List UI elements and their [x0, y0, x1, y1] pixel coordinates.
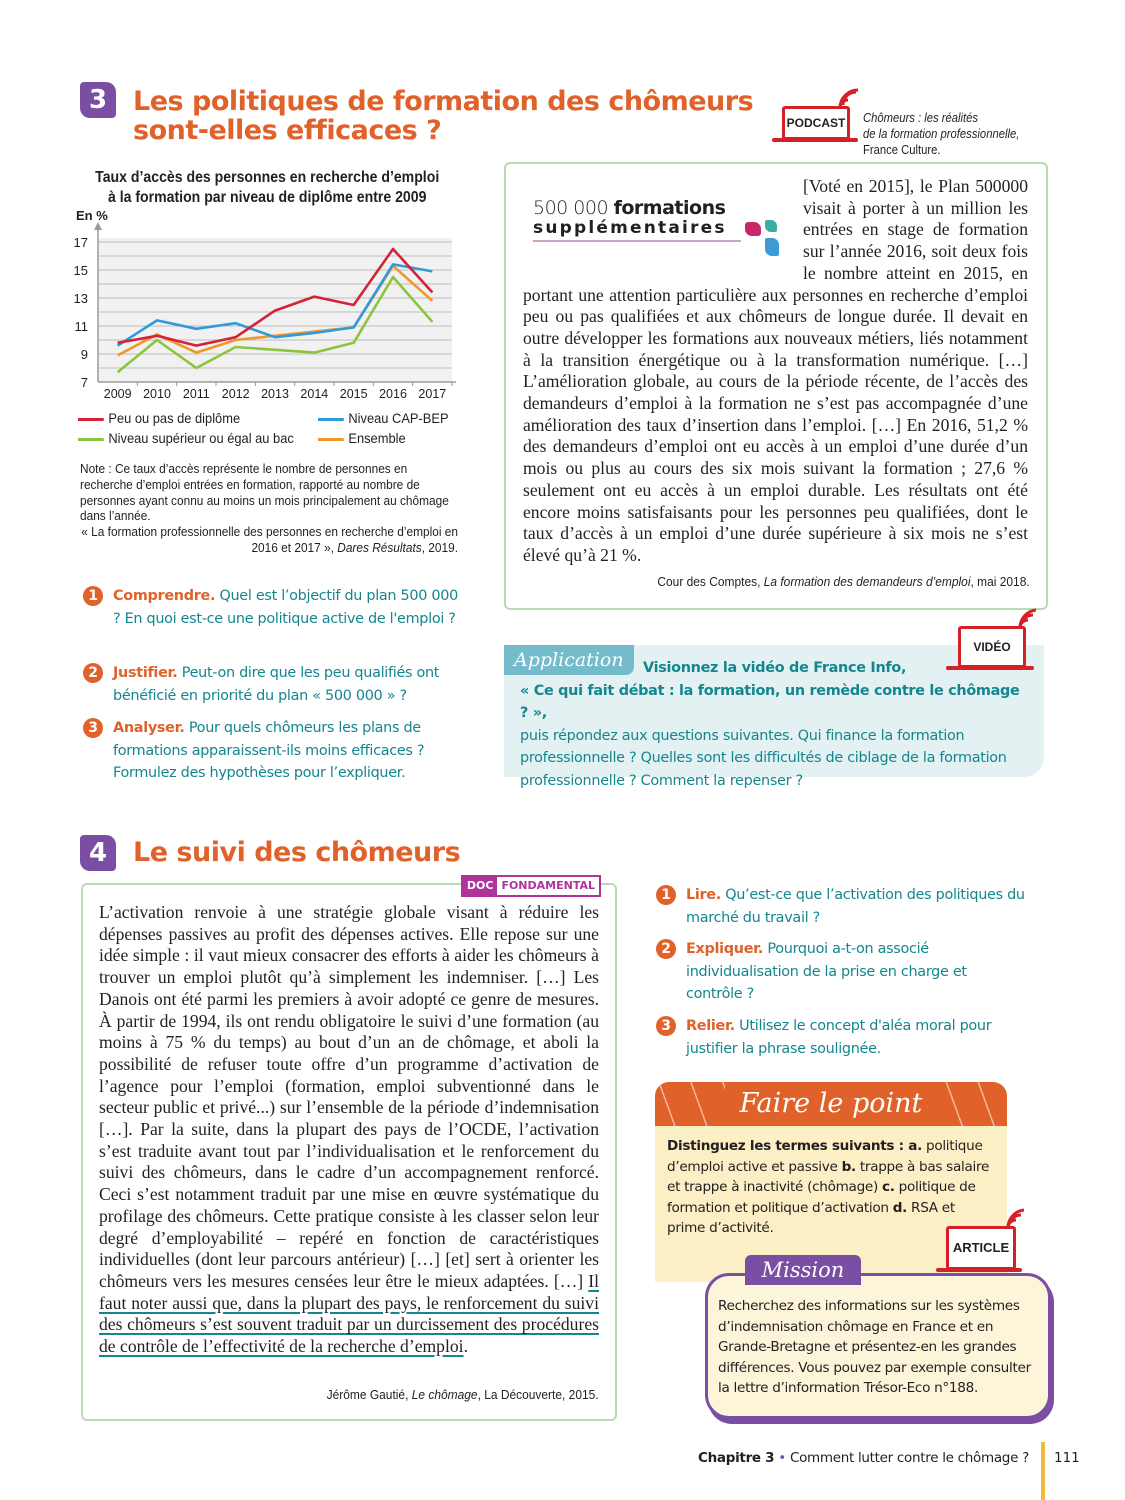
doc-fondamental-badge [461, 875, 601, 897]
legend-item-cap [318, 408, 449, 428]
legend-item-peu [78, 408, 240, 428]
source-title: Dares Résultats [337, 539, 422, 555]
question-keyword: Lire. [686, 887, 721, 903]
y-tick-label: 17 [73, 235, 88, 250]
x-tick-label: 2011 [182, 387, 210, 401]
source-title: La formation des demandeurs d’emploi [764, 574, 971, 589]
section-title [133, 87, 753, 145]
legend-swatch-red [78, 418, 104, 421]
source-suffix: , mai 2018. [970, 574, 1030, 589]
question-keyword: Relier. [686, 1018, 735, 1034]
sentence-end: . [463, 1336, 468, 1357]
mission-box [705, 1273, 1051, 1419]
document-text-box [504, 162, 1048, 610]
y-tick-label: 7 [80, 375, 88, 390]
source-suffix: , 2019. [421, 539, 458, 555]
podcast-title-line2: de la formation professionnelle, [863, 127, 1020, 141]
podcast-title-line1: Chômeurs : les réalités [863, 111, 979, 125]
section-number-badge: 4 [80, 835, 116, 871]
document-source [658, 574, 1030, 589]
footer-chapter-title: Comment lutter contre le chômage ? [789, 1450, 1029, 1466]
question-expliquer [661, 938, 1006, 1006]
article-label: ARTICLE [946, 1226, 1016, 1270]
mission-text: Recherchez des informations sur les systèmes d’indemnisation chômage en France et en Grande-Bretagne et présentez-en les grandes différences. Vous pouvez par exemple consulter la lettre d’information Trésor-Eco n°188. [718, 1298, 1031, 1397]
question-keyword: Expliquer. [686, 941, 764, 957]
item-text: trappe à bas salaire et trappe à inactivité (chômage) [667, 1158, 990, 1196]
source-prefix: Cour des Comptes, [657, 574, 765, 589]
logo-subtitle: supplémentaires [533, 218, 727, 238]
faire-le-point-title: Faire le point [725, 1082, 937, 1126]
legend-item-ensemble [318, 428, 406, 448]
mission-label: Mission [745, 1255, 861, 1285]
question-keyword: Justifier. [113, 665, 178, 681]
fundamental-text: L’activation renvoie à une stratégie globale visant à réduire les dépenses passives au profit des dépenses actives. Elle repose sur une idée simple : il vaut mieux consacrer des efforts à aider les chômeurs à trouver un emploi plutôt qu’à simplement les indemniser. […] Les Danois ont été parmi les premiers à avoir adopté ce genre de mesures. À partir de 1994, ils ont rendu obligatoire le suivi d’une formation (au moins à 75 % du temps) au bout d’un an de chômage, et aboli la possibilité de refuser toute offre d’un programme d’activation de l’agence pour l’emploi (formation, emploi subventionné dans le secteur public et privé...) sur l’ensemble de la période d’indemnisation […]. Par la suite, dans la plupart des pays de l’OCDE, l’activation s’est traduite avant tout par l’individualisation et le renforcement du suivi des chômeurs, dans le cadre d’un accompagnement renforcé. Ceci s’est notamment traduit par une mise en œuvre systématique du profilage des chômeurs. Cette pratique consiste à les classer selon leur degré d’employabilité – repéré en fonction de caractéristiques individuelles (dont leur parcours antérieur) […] [et] sert à orienter les chômeurs vers les mesures censées leur être le mieux adaptées. […] [99, 902, 599, 1291]
question-lire [661, 884, 1031, 929]
number-3-icon: 3 [656, 1016, 676, 1036]
x-tick-label: 2010 [143, 387, 171, 401]
legend-label: Ensemble [348, 430, 406, 446]
question-relier [661, 1015, 1006, 1060]
application-text [520, 657, 1030, 792]
video-label: VIDÉO [958, 626, 1026, 668]
legend-swatch-green [78, 438, 104, 441]
question-text: Quel est l’objectif du plan 500 000 ? En quoi est-ce une politique active de l'emploi ? [113, 588, 458, 627]
legend-swatch-orange [318, 438, 344, 441]
question-keyword: Comprendre. [113, 588, 216, 604]
item-text: RSA et prime d’activité. [667, 1199, 955, 1237]
source-suffix: , La Découverte, 2015. [477, 1387, 599, 1402]
number-1-icon: 1 [83, 586, 103, 606]
x-tick-label: 2015 [339, 387, 368, 401]
section-title-line1: Les politiques de formation des chômeurs [133, 86, 754, 117]
laptop-base [772, 138, 858, 142]
number-2-icon: 2 [656, 939, 676, 959]
legend-swatch-blue [318, 418, 344, 421]
item-text: politique d’emploi active et passive [667, 1138, 983, 1175]
chart-title-line1: Taux d’accès des personnes en recherche d’emploi [95, 169, 440, 186]
document-body [523, 176, 1028, 567]
question-text: Pour quels chômeurs les plans de formations apparaissent-ils moins efficaces ? Formulez des hypothèses pour l’expliquer. [113, 720, 425, 781]
x-tick-label: 2012 [221, 387, 250, 401]
legend-label: Niveau CAP-BEP [348, 410, 449, 426]
source-prefix: « La formation professionnelle des personnes en recherche d’emploi en 2016 et 2017 », [81, 524, 458, 555]
line-chart [60, 200, 460, 405]
item-key: d. [892, 1199, 908, 1216]
logo-number: 500 000 [533, 197, 614, 219]
podcast-source: France Culture. [863, 143, 941, 157]
x-tick-label: 2014 [300, 387, 329, 401]
logo-float-space [523, 176, 803, 284]
faire-le-point-lead: Distinguez les termes suivants : [667, 1138, 909, 1154]
fundamental-body [99, 902, 599, 1358]
y-axis-arrow [94, 222, 102, 230]
page-number: 111 [1054, 1450, 1080, 1466]
item-key: a. [908, 1138, 922, 1154]
question-text: Peut-on dire que les peu qualifiés ont bénéficié en priorité du plan « 500 000 » ? [113, 665, 440, 704]
faire-le-point-text [655, 1126, 1007, 1239]
fundamental-source [327, 1387, 599, 1402]
footer-separator: • [774, 1450, 790, 1466]
legend-label: Niveau supérieur ou égal au bac [108, 430, 294, 446]
number-2-icon: 2 [83, 663, 103, 683]
logo-word: formations [613, 197, 726, 219]
legend-item-bac [78, 428, 294, 448]
item-text: politique de formation et politique d’activation [667, 1179, 976, 1216]
laptop-base [946, 666, 1034, 670]
chart-note [80, 461, 458, 556]
page-marker-bar [1041, 1442, 1045, 1500]
section-number-badge: 3 [80, 82, 116, 118]
x-tick-label: 2017 [418, 387, 447, 401]
podcast-label: PODCAST [782, 106, 850, 140]
document-main-text: atteint en 2015, en portant une attention particulière aux personnes en recherche d’emploi peu ou pas qualifiées et aux chômeurs de longue durée. Il devait en outre développer les formations aux nouveaux métiers, liés notamment à la transition énergétique ou à la transformation numérique. […] L’amélioration globale, au cours de la période récente, de l’accès des demandeurs d’emploi à la formation ne s’est pas accompagnée d’une amélioration des taux d’insertion dans l’emploi. […] En 2016, 51,2 % des demandeurs d’emploi ont eu accès à un emploi d’une durée d’un mois ou plus au cours des six mois suivant la formation ; 27,6 % seulement ont eu accès à un emploi durable. Les résultats ont été encore moins satisfaisants pour les personnes peu qualifiées, dont le taux d’accès à un emploi d’une durée supérieure à six mois ne s’est élevé qu’à 21 %. [523, 262, 1028, 565]
section-title: Le suivi des chômeurs [133, 837, 461, 868]
number-1-icon: 1 [656, 885, 676, 905]
footer-chapter-number: Chapitre 3 [698, 1450, 775, 1466]
chart-title-line2: à la formation par niveau de diplôme entre 2009 [107, 189, 427, 206]
underlined-sentence: Il faut noter aussi que, dans la plupart des pays, le renforcement du suivi des chômeurs s’est souvent traduit par un durcissement des procédures de contrôle de l’effectivité de la recherche d’emploi [99, 1270, 599, 1357]
laptop-base [936, 1268, 1022, 1272]
badge-fondamental: FONDAMENTAL [501, 879, 595, 892]
item-key: c. [882, 1179, 895, 1196]
question-3 [88, 717, 463, 785]
application-instructions: puis répondez aux questions suivantes. Qui finance la formation professionnelle ? Quelles sont les difficultés de ciblage de la formation professionnelle ? Comment la repenser ? [520, 727, 1007, 789]
footer-chapter [698, 1450, 1029, 1466]
y-tick-label: 15 [73, 263, 88, 278]
source-prefix: Jérôme Gautié, [327, 1387, 413, 1402]
y-tick-label: 13 [73, 291, 88, 306]
x-tick-label: 2016 [379, 387, 407, 401]
section-title-line2: sont-elles efficaces ? [133, 115, 442, 146]
y-axis-label: En % [76, 208, 108, 223]
x-tick-label: 2013 [261, 387, 289, 401]
question-2 [88, 662, 473, 707]
legend-label: Peu ou pas de diplôme [108, 410, 241, 426]
application-video-title[interactable]: « Ce qui fait débat : la formation, un remède contre le chômage ? », [520, 682, 1020, 721]
faire-le-point-header [655, 1082, 1007, 1126]
y-tick-label: 9 [80, 347, 88, 362]
number-3-icon: 3 [83, 718, 103, 738]
chart-note-text: Note : Ce taux d’accès représente le nombre de personnes en recherche d’emploi entrées en formation, rapporté au nombre de personnes ayant connu au moins un mois principalement au chômage dans l’année. [80, 461, 449, 524]
document-intro: [Voté en 2015], le Plan 500000 visait à porter à un million les entrées en stage de formation sur l’année 2016, soit deux fois le nombre [803, 176, 1028, 283]
chart-source [80, 524, 458, 556]
question-text: Pourquoi a-t-on associé individualisation de la prise en charge et contrôle ? [686, 941, 967, 1002]
item-key: b. [841, 1158, 856, 1175]
application-label: Application [504, 645, 634, 675]
source-title: Le chômage [412, 1387, 478, 1402]
application-intro: Visionnez la vidéo de France Info, [643, 660, 907, 676]
podcast-description [863, 110, 1019, 158]
question-text: Utilisez le concept d'aléa moral pour justifier la phrase soulignée. [686, 1018, 992, 1057]
y-tick-label: 11 [74, 319, 88, 334]
question-1 [88, 585, 463, 630]
question-keyword: Analyser. [113, 720, 185, 736]
x-tick-label: 2009 [103, 387, 132, 401]
question-text: Qu’est-ce que l’activation des politiques du marché du travail ? [686, 887, 1025, 926]
badge-doc: DOC [463, 877, 498, 895]
fundamental-document-box [81, 879, 617, 1421]
